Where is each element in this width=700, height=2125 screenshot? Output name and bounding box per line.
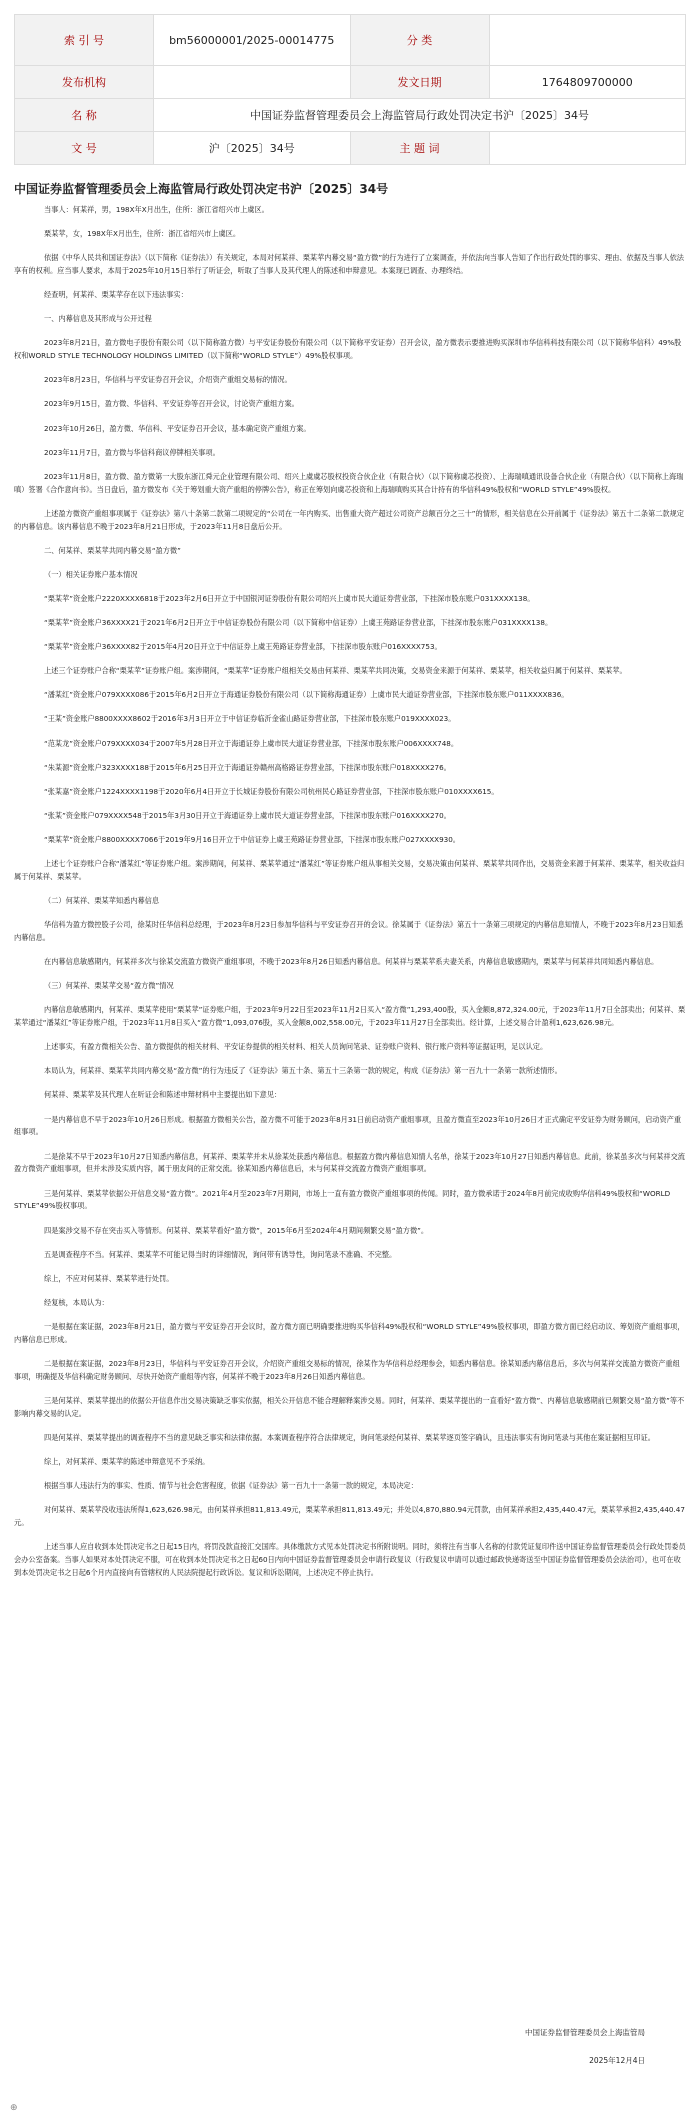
paragraph: 经复核，本局认为： (44, 1297, 109, 1307)
index-value: bm56000001/2025-00014775 (154, 15, 351, 66)
document-body (14, 204, 686, 1591)
name-value: 中国证券监督管理委员会上海监管局行政处罚决定书沪〔2025〕34号 (154, 99, 686, 132)
signature-date: 2025年12月4日 (589, 2056, 645, 2065)
paragraph: 二、何某祥、栗某苹共同内幕交易“盈方微” (44, 545, 181, 555)
name-label: 名 称 (15, 99, 154, 132)
paragraph: 2023年8月23日，华信科与平安证券召开会议，介绍资产重组交易标的情况。 (44, 375, 292, 385)
date-label: 发文日期 (350, 66, 489, 99)
paragraph: 四是何某祥、栗某苹提出的调查程序不当的意见缺乏事实和法律依据。本案调查程序符合法律规定，询问笔录经何某祥、栗某苹逐页签字确认，且违法事实有询问笔录与其他在案证据相互印证。 (44, 1432, 655, 1442)
paragraph: （一）相关证券账户基本情况 (44, 569, 138, 579)
paragraph: 二是根据在案证据，2023年8月23日，华信科与平安证券召开会议，介绍资产重组交易标的情况，徐某作为华信科总经理参会，知悉内幕信息。徐某知悉内幕信息后，多次与何某祥交流盈方微资产重组事项，明确提及华信科确定财务顾问、尽快开始资产重组等内容，何某祥不晚于2023年8月26日知悉内幕信息。 (14, 1358, 680, 1381)
category-value (489, 15, 686, 66)
paragraph: 华信科为盈方微控股子公司，徐某时任华信科总经理，于2023年8月23日参加华信科与平安证券召开的会议。徐某属于《证券法》第五十一条第三项规定的内幕信息知情人，不晚于2023年8月23日知悉内幕信息。 (14, 920, 684, 942)
paragraph: 根据当事人违法行为的事实、性质、情节与社会危害程度，依据《证券法》第一百九十一条第一款的规定，本局决定： (44, 1481, 418, 1491)
paragraph: 综上，不应对何某祥、栗某苹进行处罚。 (44, 1273, 174, 1283)
paragraph: 本局认为，何某祥、栗某苹共同内幕交易“盈方微”的行为违反了《证券法》第五十条、第五十三条第一款的规定，构成《证券法》第一百九十一条第一款所述情形。 (44, 1066, 562, 1076)
category-label: 分 类 (350, 15, 489, 66)
metadata-row (15, 132, 686, 165)
paragraph: 综上，对何某祥、栗某苹的陈述申辩意见不予采纳。 (44, 1457, 210, 1466)
paragraph: 2023年8月21日，盈方微电子股份有限公司（以下简称盈方微）与平安证券股份有限公司（以下简称平安证券）召开会议，盈方微表示要推进购买深圳市华信科科技有限公司（以下简称华信科）49%股权和WORLD STYLE TECHNOLOGY HOLDINGS LIMITED（以下简称“WORLD STYLE”）49%股权事项。 (14, 338, 682, 361)
docno-label: 文 号 (15, 132, 154, 165)
paragraph: “王某”资金账户8800XXXX8602于2016年3月3日开立于中信证券临沂金雀山路证券营业部，下挂深市股东账户019XXXX023。 (44, 714, 456, 724)
paragraph: 一是内幕信息不早于2023年10月26日形成。根据盈方微相关公告，盈方微不可能于2023年8月31日前启动资产重组事项，且盈方微直至2023年10月26日才正式确定平安证券为财务顾问，启动资产重组事项。 (14, 1114, 682, 1137)
subject-value (489, 132, 686, 165)
paragraph: 五是调查程序不当。何某祥、栗某苹不可能记得当时的详细情况，询问带有诱导性，询问笔录不准确、不完整。 (44, 1249, 397, 1259)
subject-label: 主 题 词 (350, 132, 489, 165)
paragraph: 二是徐某不早于2023年10月27日知悉内幕信息，何某祥、栗某苹并未从徐某处获悉内幕信息。根据盈方微内幕信息知情人名单，徐某于2023年10月27日知悉内幕信息。此前，徐某虽多次与何某祥交流盈方微资产重组事项，但并未涉及实质内容，属于朋友间的正常交流。徐某知悉内幕信息后，未与何某祥交流盈方微资产重组事项。 (14, 1151, 685, 1174)
signature-block (445, 2027, 645, 2083)
paragraph: 上述盈方微资产重组事项属于《证券法》第八十条第二款第二项规定的“公司在一年内购买、出售重大资产超过公司资产总额百分之三十”的情形，相关信息在公开前属于《证券法》第五十二条第二款规定的内幕信息。该内幕信息不晚于2023年8月21日形成，于2023年11月8日盘后公开。 (14, 508, 684, 531)
paragraph: “范某龙”资金账户079XXXX034于2007年5月28日开立于海通证券上虞市民大道证券营业部，下挂深市股东账户006XXXX748。 (44, 738, 459, 748)
paragraph: 内幕信息敏感期内，何某祥、栗某苹使用“栗某苹”证券账户组，于2023年9月22日至2023年11月2日买入“盈方微”1,293,400股，买入金额8,872,324.00元，于2023年11月7日全部卖出；何某祥、栗某苹通过“潘某红”等证券账户组，于2023年11月8日买入“盈方微”1,093,076股，买入金额8,002,558.00元，于2023年11月27日全部卖出。经计算，上述交易合计盈利1,623,626.98元。 (14, 1005, 686, 1028)
paragraph: 2023年10月26日，盈方微、华信科、平安证券召开会议，基本确定资产重组方案。 (44, 423, 311, 433)
paragraph: 栗某苹，女，198X年X月出生，住所：浙江省绍兴市上虞区。 (44, 229, 241, 239)
date-value: 1764809700000 (489, 66, 686, 99)
paragraph: “潘某红”资金账户079XXXX086于2015年6月2日开立于海通证券股份有限公司（以下简称海通证券）上虞市民大道证券营业部，下挂深市股东账户011XXXX836。 (44, 690, 569, 700)
paragraph: 上述七个证券账户合称“潘某红”等证券账户组。案涉期间，何某祥、栗某苹通过“潘某红”等证券账户组从事相关交易，交易决策由何某祥、栗某苹共同作出，交易资金来源于何某祥、栗某苹，相关收益归属于何某祥、栗某苹。 (14, 858, 685, 881)
document-title: 中国证券监督管理委员会上海监管局行政处罚决定书沪〔2025〕34号 (14, 182, 389, 196)
paragraph: “张某”资金账户079XXXX548于2015年3月30日开立于海通证券上虞市民大道证券营业部，下挂深市股东账户016XXXX270。 (44, 810, 451, 820)
paragraph: 2023年11月8日，盈方微、盈方微第一大股东浙江舜元企业管理有限公司、绍兴上虞虞芯股权投资合伙企业（有限合伙）（以下简称虞芯投资）、上海瑞嗔通讯设备合伙企业（有限合伙）（以下简称上海瑞嗔）签署《合作意向书》。当日盘后，盈方微发布《关于筹划重大资产重组的停牌公告》，称正在筹划向虞芯投资和上海瑞嗔购买其合计持有的华信科49%股权和“WORLD STYLE”49%股权。 (14, 471, 684, 494)
paragraph: 何某祥、栗某苹及其代理人在听证会和陈述申辩材料中主要提出如下意见： (44, 1090, 282, 1100)
paragraph: （二）何某祥、栗某苹知悉内幕信息 (44, 895, 160, 905)
paragraph: 对何某祥、栗某苹没收违法所得1,623,626.98元，由何某祥承担811,813.49元，栗某苹承担811,813.49元；并处以4,870,880.94元罚款，由何某祥承担2,435,440.47元，栗某苹承担2,435,440.47元。 (14, 1505, 685, 1528)
paragraph: 一、内幕信息及其形成与公开过程 (44, 314, 152, 324)
metadata-row (15, 15, 686, 66)
paragraph: 四是案涉交易不存在突击买入等情形。何某祥、栗某苹看好“盈方微”，2015年6月至2024年4月期间频繁交易“盈方微”。 (44, 1225, 429, 1235)
paragraph: “栗某苹”资金账户8800XXXX7066于2019年9月16日开立于中信证券上虞王苑路证券营业部，下挂深市股东账户027XXXX930。 (44, 834, 460, 844)
paragraph: 上述三个证券账户合称“栗某苹”证券账户组。案涉期间，“栗某苹”证券账户组相关交易由何某祥、栗某苹共同决策，交易资金来源于何某祥、栗某苹，相关收益归属于何某祥、栗某苹。 (44, 666, 627, 676)
paragraph: 依据《中华人民共和国证券法》（以下简称《证券法》）有关规定，本局对何某祥、栗某苹内幕交易“盈方微”的行为进行了立案调查，并依法向当事人告知了作出行政处罚的事实、理由、依据及当事人依法享有的权利。应当事人要求，本局于2025年10月15日举行了听证会，听取了当事人及其代理人的陈述和申辩意见。本案现已调查、办理终结。 (14, 253, 684, 276)
paragraph: “栗某苹”资金账户2220XXXX6818于2023年2月6日开立于中国银河证券股份有限公司绍兴上虞市民大道证券营业部，下挂深市股东账户031XXXX138。 (44, 593, 535, 603)
paragraph: 在内幕信息敏感期内，何某祥多次与徐某交流盈方微资产重组事项，不晚于2023年8月26日知悉内幕信息。何某祥与栗某苹系夫妻关系，内幕信息敏感期内，栗某苹与何某祥共同知悉内幕信息。 (44, 957, 659, 967)
paragraph: 一是根据在案证据，2023年8月21日，盈方微与平安证券召开会议时，盈方微方面已明确要推进购买华信科49%股权和“WORLD STYLE”49%股权事项，即盈方微方面已经启动议、筹划资产重组事项，内幕信息已形成。 (14, 1321, 685, 1344)
paragraph: 经查明，何某祥、栗某苹存在以下违法事实： (44, 290, 188, 300)
issuer-label: 发布机构 (15, 66, 154, 99)
bottom-mark-icon: ⊕ (10, 2103, 18, 2113)
metadata-table (14, 14, 686, 165)
paragraph: 当事人：何某祥，男，198X年X月出生，住所：浙江省绍兴市上虞区。 (44, 205, 269, 214)
paragraph: 三是何某祥、栗某苹提出的依据公开信息作出交易决策缺乏事实依据，相关公开信息不能合理解释案涉交易。同时，何某祥、栗某苹提出的一直看好“盈方微”、内幕信息敏感期前已频繁交易“盈方微”等不影响内幕交易的认定。 (14, 1395, 685, 1418)
signature-org: 中国证券监督管理委员会上海监管局 (525, 2028, 645, 2037)
paragraph: 2023年9月15日，盈方微、华信科、平安证券等召开会议，讨论资产重组方案。 (44, 399, 299, 409)
issuer-value (154, 66, 351, 99)
paragraph: “张某嘉”资金账户1224XXXX1198于2020年6月4日开立于长城证券股份有限公司杭州民心路证券营业部，下挂深市股东账户010XXXX615。 (44, 786, 499, 796)
paragraph: 上述事实，有盈方微相关公告、盈方微提供的相关材料、平安证券提供的相关材料、相关人员询问笔录、证券账户资料、银行账户资料等证据证明，足以认定。 (44, 1042, 548, 1052)
docno-value: 沪〔2025〕34号 (154, 132, 351, 165)
metadata-row (15, 66, 686, 99)
paragraph: 2023年11月7日，盈方微与华信科商议停牌相关事项。 (44, 447, 220, 457)
index-label: 索 引 号 (15, 15, 154, 66)
paragraph: 上述当事人应自收到本处罚决定书之日起15日内，将罚没款直接汇交国库。具体缴款方式见本处罚决定书所附说明。同时，须将注有当事人名称的付款凭证复印件送中国证券监督管理委员会行政处罚委员会办公室备案。当事人如果对本处罚决定不服，可在收到本处罚决定书之日起60日内向中国证券监督管理委员会申请行政复议（行政复议申请可以通过邮政快递寄送至中国证券监督管理委员会法治司），也可在收到本处罚决定书之日起6个月内直接向有管辖权的人民法院提起行政诉讼。复议和诉讼期间，上述决定不停止执行。 (14, 1542, 686, 1577)
paragraph: 三是何某祥、栗某苹依据公开信息交易“盈方微”。2021年4月至2023年7月期间，市场上一直有盈方微资产重组事项的传闻。同时，盈方微承诺于2024年8月前完成收购华信科49%股权和“WORLD STYLE”49%股权事项。 (14, 1188, 671, 1211)
paragraph: （三）何某祥、栗某苹交易“盈方微”情况 (44, 981, 174, 991)
paragraph: “朱某源”资金账户323XXXX188于2015年6月25日开立于海通证券赣州高格路证券营业部，下挂深市股东账户018XXXX276。 (44, 762, 451, 772)
paragraph: “栗某苹”资金账户36XXXX82于2015年4月20日开立于中信证券上虞王苑路证券营业部，下挂深市股东账户016XXXX753。 (44, 642, 442, 652)
metadata-row (15, 99, 686, 132)
paragraph: “栗某苹”资金账户36XXXX21于2021年6月2日开立于中信证券股份有限公司（以下简称中信证券）上虞王苑路证券营业部，下挂深市股东账户031XXXX138。 (44, 618, 553, 628)
